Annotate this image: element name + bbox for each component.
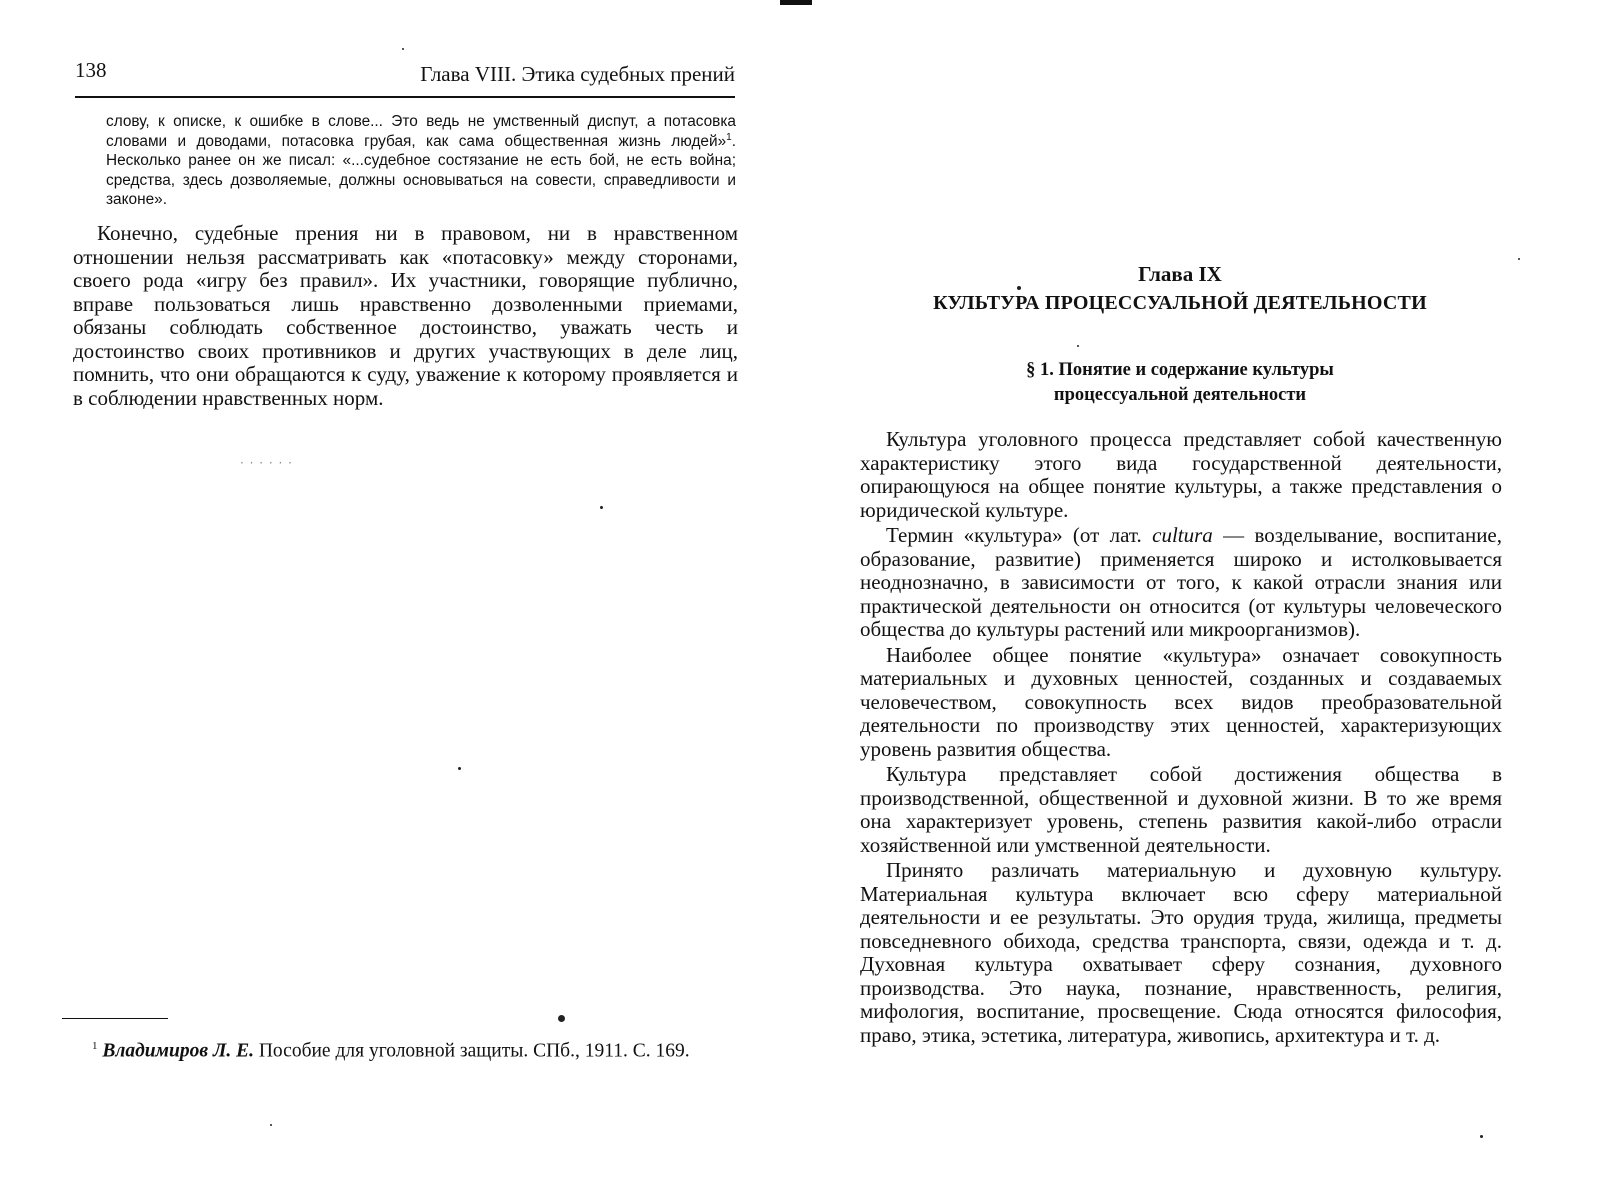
body-paragraph: Культура представляет собой достижения общества в производственной, общественной и духовной жизни. В то же время она характеризует уровень, степень развития какой-либо отрасли хозяйственной или умственной деятельности.	[860, 762, 1502, 857]
page-number: 138	[75, 58, 107, 82]
body-paragraph: Конечно, судебные прения ни в правовом, ни в нравственном отношении нельзя рассматривать как «потасовку» между сторонами, своего рода «игру без правил». Их участники, говорящие публично, вправе пользоваться лишь нравственно дозволенными приемами, обязаны соблюдать собственное достоинство, уважать честь и достоинство своих противников и других участвующих в деле лиц, помнить, что они обращаются к суду, уважение к которому проявляется и в соблюдении нравственных норм.	[73, 221, 738, 410]
scan-speck	[1017, 286, 1021, 290]
running-title: Глава VIII. Этика судебных прений	[420, 62, 735, 86]
right-page	[800, 0, 1600, 1181]
footnote	[62, 1034, 722, 1064]
body-paragraph: Наиболее общее понятие «культура» означает совокупность материальных и духовных ценностей, созданных и создаваемых человечеством, совокупность всех видов преобразовательной деятельности по производству этих ценностей, характеризующих уровень развития общества.	[860, 642, 1502, 761]
body-paragraph-term	[860, 524, 1502, 642]
footnote-reference: 1	[726, 131, 732, 143]
footnote-divider	[62, 1018, 168, 1019]
latin-term: cultura	[1152, 523, 1213, 547]
footnote-text: Пособие для уголовной защиты. СПб., 1911. С. 169.	[253, 1040, 690, 1062]
quote-text-end: . Несколько ранее он же писал: «...судебное состязание не есть бой, не есть война; средства, здесь дозволяемые, должны основываться на совести, справедливости и законе».	[106, 132, 736, 208]
left-page-header	[75, 56, 735, 98]
chapter-body	[860, 428, 1502, 1047]
chapter-label: Глава IX	[1138, 262, 1222, 286]
term-text-start: Термин «культура» (от лат.	[886, 523, 1153, 547]
body-paragraph: Принято различать материальную и духовную культуру. Материальная культура включает всю сферу материальной деятельности и ее результаты. Это орудия труда, жилища, предметы повседневного обихода, средства транспорта, связи, одежда и т. д. Духовная культура охватывает сферу сознания, духовного производства. Это наука, познание, нравственность, религия, мифология, воспитание, просвещение. Сюда относятся философия, право, этика, эстетика, литература, живопись, архитектура и т. д.	[860, 858, 1502, 1047]
section-heading-line-1: § 1. Понятие и содержание культуры	[1026, 360, 1334, 380]
scan-speck	[270, 1124, 272, 1126]
body-paragraph: Культура уголовного процесса представляет собой качественную характеристику этого вида государственной деятельности, опирающуюся на общее понятие культуры, а также представления о юридической культуре.	[860, 427, 1502, 522]
scan-speck	[458, 767, 461, 770]
scan-speck	[558, 1015, 565, 1022]
quotation-block	[106, 112, 736, 210]
footnote-author: Владимиров Л. Е.	[102, 1040, 254, 1062]
faint-scan-smudge: · · · · · ·	[240, 456, 293, 470]
term-text-end: — возделывание, воспитание, образование, развитие) применяется широко и истолковывается неоднозначно, в зависимости от того, к какой отрасли знания или практической деятельности он относится (от культуры человеческого общества до культуры растений или микроорганизмов).	[860, 523, 1502, 641]
quote-text-start: слову, к описке, к ошибке в слове... Это ведь не умственный диспут, а потасовка словами и доводами, потасовка грубая, как сама общественная жизнь людей»	[106, 113, 736, 150]
scan-speck	[1480, 1135, 1483, 1138]
scan-speck	[402, 48, 404, 50]
section-heading	[950, 358, 1410, 408]
section-heading-line-2: процессуальной деятельности	[1053, 385, 1307, 405]
chapter-title: КУЛЬТУРА ПРОЦЕССУАЛЬНОЙ ДЕЯТЕЛЬНОСТИ	[933, 292, 1427, 314]
scan-speck	[1077, 345, 1079, 347]
footnote-marker: 1	[92, 1040, 98, 1052]
scan-speck	[600, 506, 603, 509]
scan-speck	[1518, 258, 1520, 260]
